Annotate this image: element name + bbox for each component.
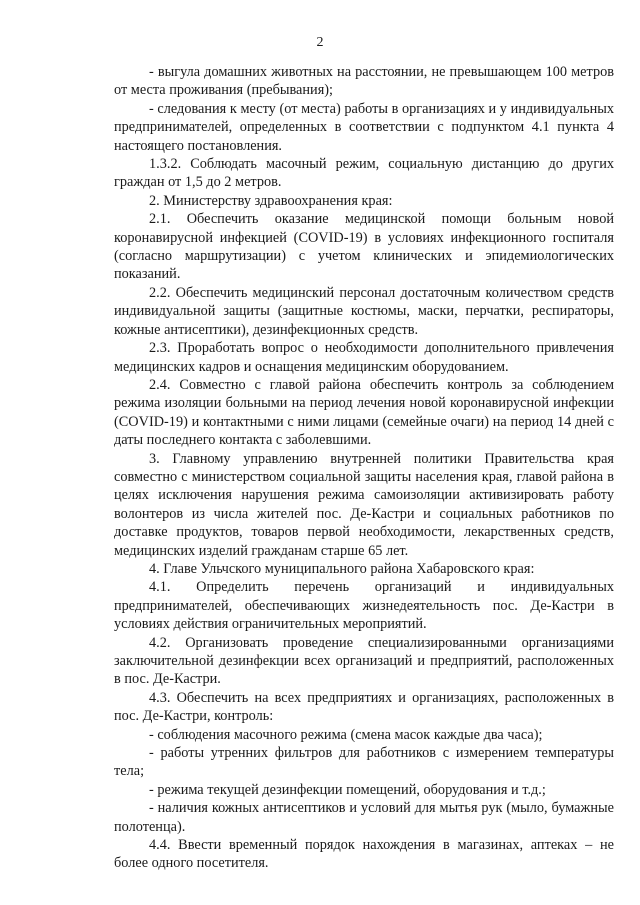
- paragraph: 4.2. Организовать проведение специализированными организациями заключительной дезинфекции всех организаций и предприятий, расположенных в пос. Де-Кастри.: [114, 634, 614, 688]
- paragraph: 4.3. Обеспечить на всех предприятиях и организациях, расположенных в пос. Де-Кастри, контроль:: [114, 689, 614, 725]
- paragraph: 4.1. Определить перечень организаций и индивидуальных предпринимателей, обеспечивающих жизнедеятельность пос. Де-Кастри в условиях действия ограничительных мероприятий.: [114, 579, 614, 633]
- paragraph: - наличия кожных антисептиков и условий для мытья рук (мыло, бумажные полотенца).: [114, 800, 614, 835]
- paragraph: 2. Министерству здравоохранения края:: [149, 192, 393, 209]
- paragraph: - следования к месту (от места) работы в организациях и у индивидуальных предпринимателей, определенных в соответствии с подпунктом 4.1 пункта 4 настоящего постановления.: [114, 100, 614, 154]
- paragraph: - выгула домашних животных на расстоянии, не превышающем 100 метров от места проживания (пребывания);: [114, 64, 614, 99]
- page-number: 2: [316, 35, 324, 50]
- paragraph: 1.3.2. Соблюдать масочный режим, социальную дистанцию до других граждан от 1,5 до 2 метров.: [114, 156, 614, 191]
- paragraph: 2.2. Обеспечить медицинский персонал достаточным количеством средств индивидуальной защиты (защитные костюмы, маски, перчатки, респираторы, кожные антисептики), дезинфекционных средств.: [114, 284, 614, 338]
- paragraph: - режима текущей дезинфекции помещений, оборудования и т.д.;: [149, 781, 546, 798]
- paragraph: 3. Главному управлению внутренней политики Правительства края совместно с министерством социальной защиты населения края, главой района в целях исключения нарушения режима самоизоляции активизировать работу волонтеров из числа жителей пос. Де-Кастри и социальных работников по доставке продуктов, товаров первой необходимости, лекарственных средств, медицинских изделий гражданам старше 65 лет.: [114, 450, 614, 559]
- document-body: [114, 63, 614, 873]
- paragraph: - работы утренних фильтров для работников с измерением температуры тела;: [114, 745, 614, 780]
- paragraph: 2.3. Проработать вопрос о необходимости дополнительного привлечения медицинских кадров и оснащения медицинским оборудованием.: [114, 340, 614, 375]
- paragraph: 2.1. Обеспечить оказание медицинской помощи больным новой коронавирусной инфекцией (COVID-19) в условиях инфекционного госпиталя (согласно маршрутизации) с учетом клинических и эпидемиологических показаний.: [114, 211, 614, 283]
- paragraph: 4. Главе Ульчского муниципального района Хабаровского края:: [149, 560, 535, 577]
- paragraph: 2.4. Совместно с главой района обеспечить контроль за соблюдением режима изоляции больными на период лечения новой коронавирусной инфекции (COVID-19) и контактными с ними лицами (семейные очаги) на период 14 дней с даты последнего контакта с заболевшими.: [114, 376, 614, 449]
- paragraph: 4.4. Ввести временный порядок нахождения в магазинах, аптеках – не более одного посетителя.: [114, 837, 614, 872]
- paragraph: - соблюдения масочного режима (смена масок каждые два часа);: [149, 726, 543, 743]
